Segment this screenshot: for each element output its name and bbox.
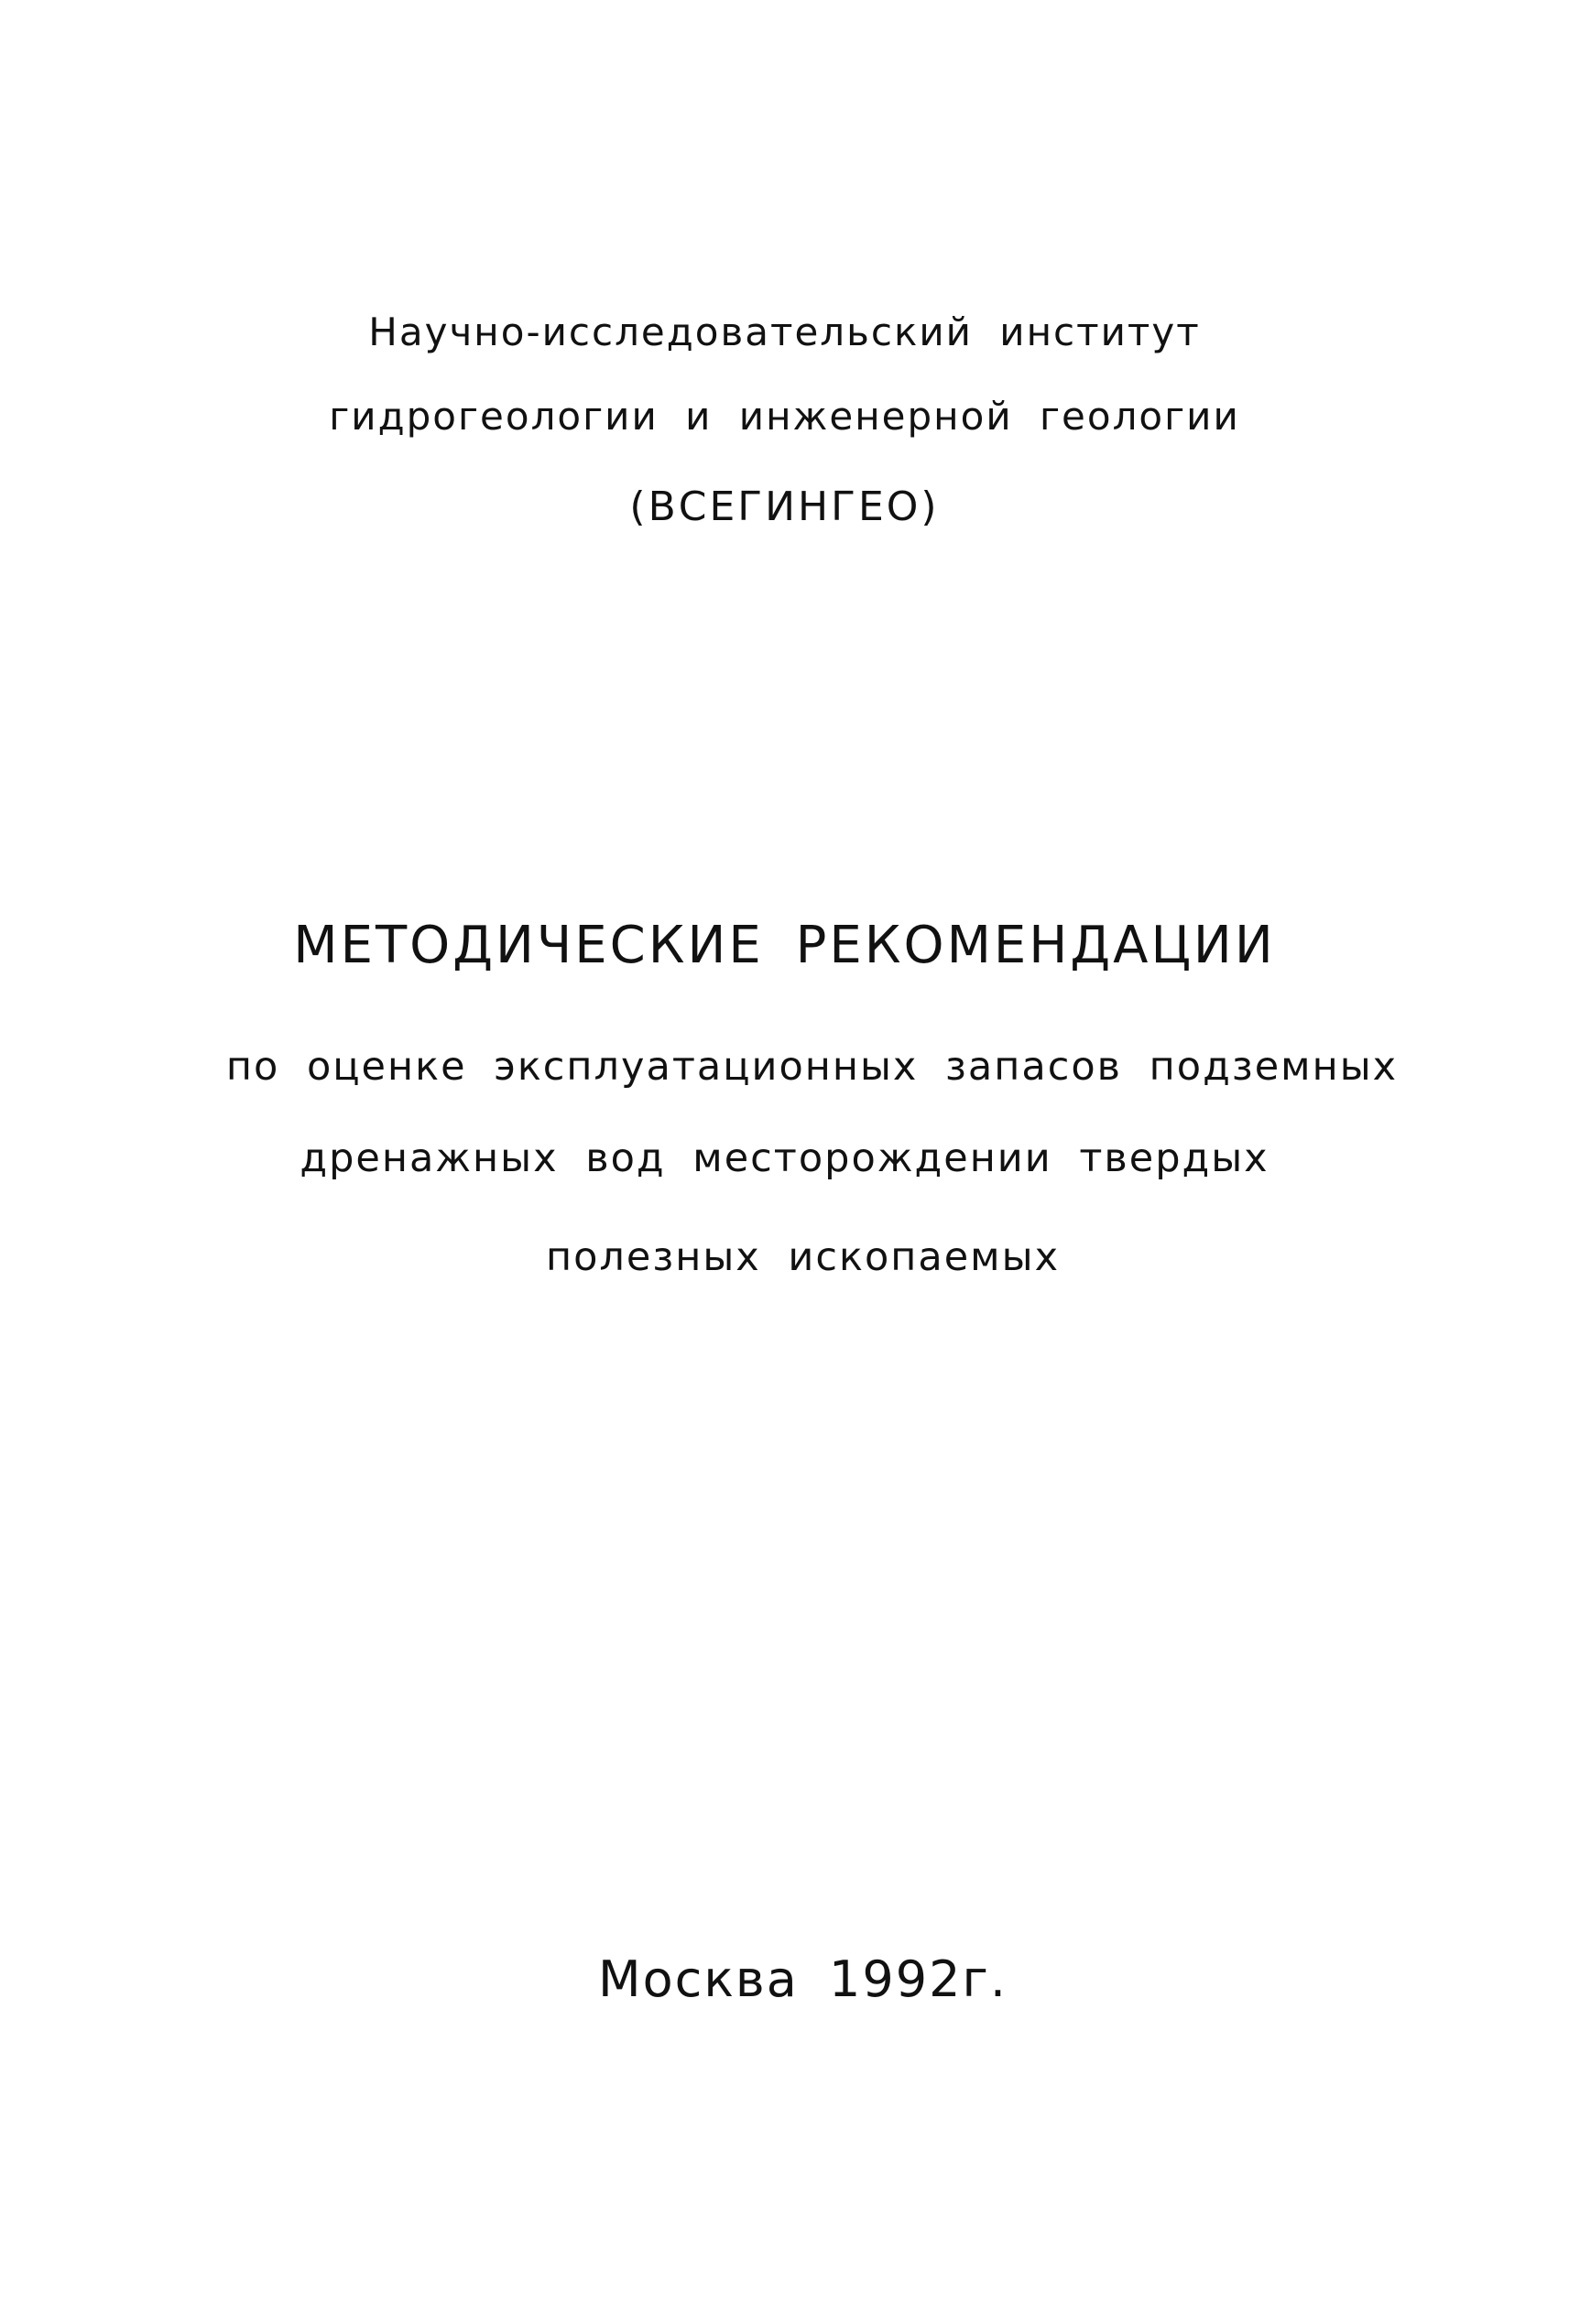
document-title: МЕТОДИЧЕСКИЕ РЕКОМЕНДАЦИИ bbox=[293, 916, 1276, 975]
institute-name-line-2: гидрогеологии и инженерной геологии bbox=[329, 394, 1240, 439]
place-and-year: Москва 1992г. bbox=[598, 1950, 1008, 2008]
institute-abbreviation: (ВСЕГИНГЕО) bbox=[629, 483, 940, 530]
institute-name-line-1: Научно-исследовательский институт bbox=[368, 310, 1201, 354]
document-subtitle-line-2: дренажных вод месторождении твердых bbox=[300, 1135, 1269, 1181]
document-subtitle-line-3: полезных ископаемых bbox=[545, 1234, 1061, 1280]
document-subtitle-line-1: по оценке эксплуатационных запасов подземных bbox=[225, 1044, 1399, 1090]
